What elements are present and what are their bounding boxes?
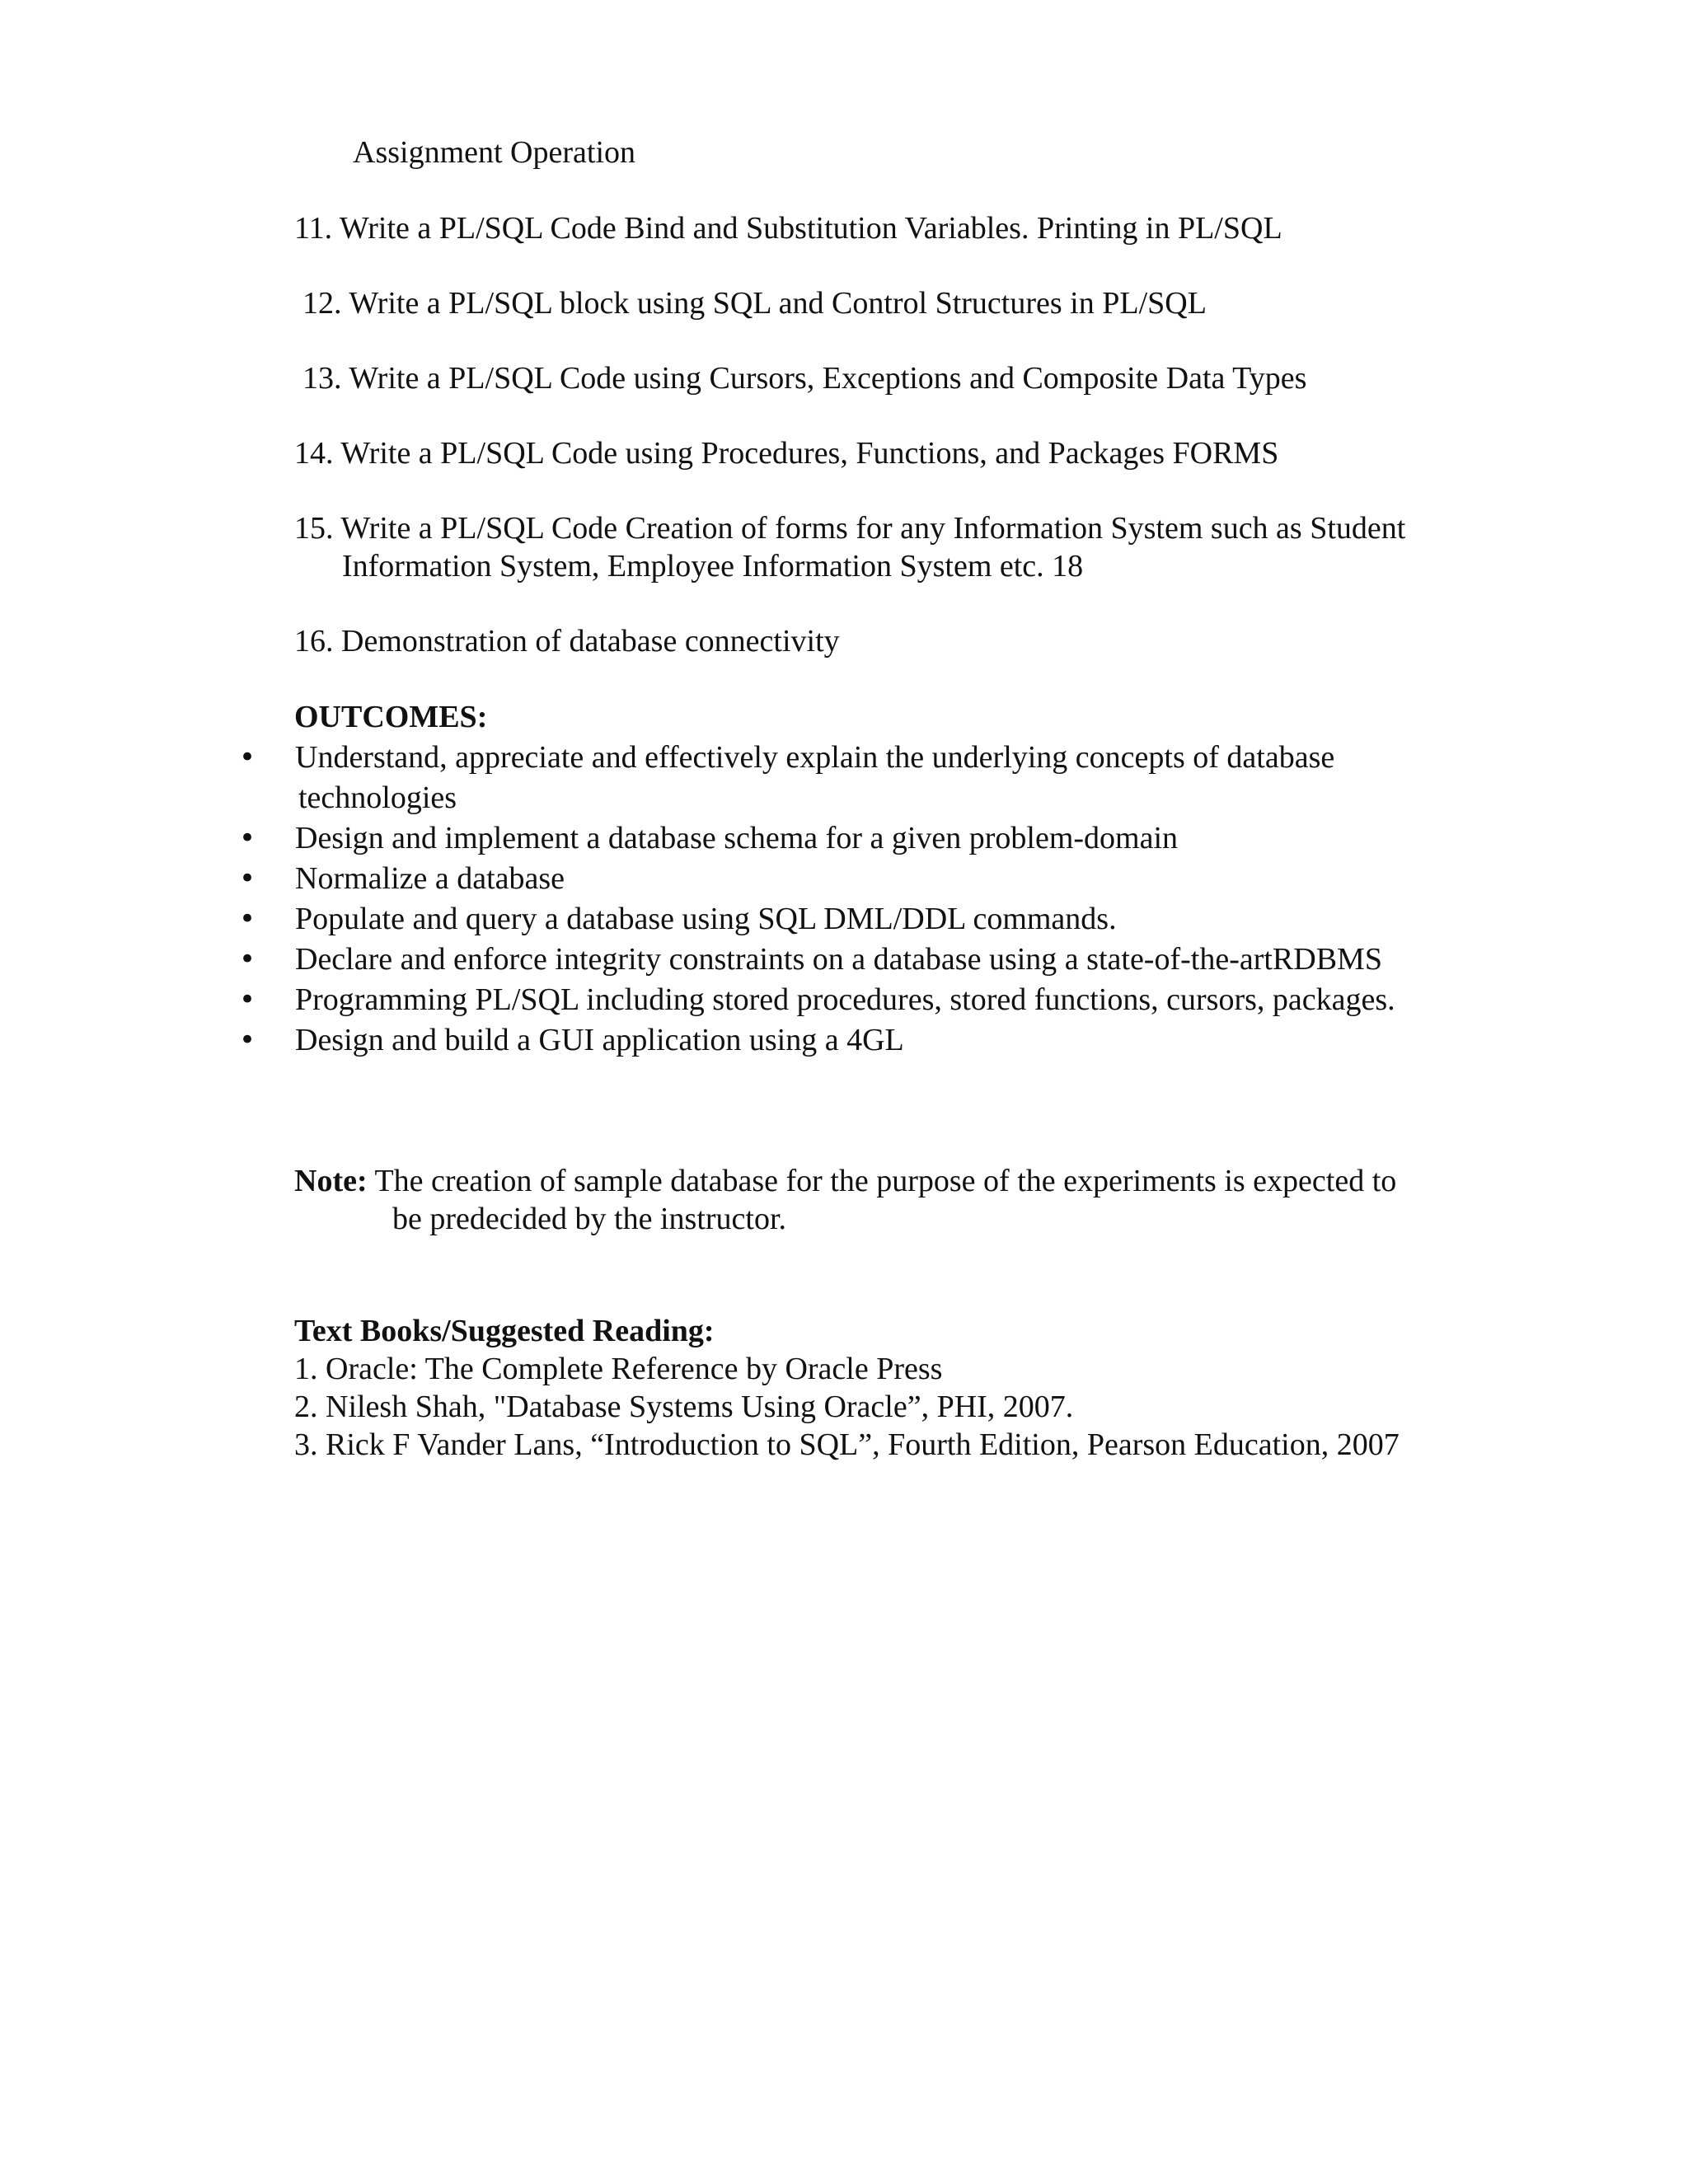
outcome-text: Populate and query a database using SQL DML/DDL commands. bbox=[295, 902, 1117, 936]
reading-item-1: 1. Oracle: The Complete Reference by Oracle Press bbox=[294, 1352, 943, 1386]
outcome-text: Understand, appreciate and effectively explain the underlying concepts of database bbox=[295, 740, 1335, 775]
experiment-item-15 bbox=[294, 509, 1405, 547]
outcome-continuation: technologies bbox=[298, 780, 457, 815]
outcomes-list bbox=[239, 738, 1525, 1061]
outcome-text: Design and build a GUI application using a 4GL bbox=[295, 1023, 904, 1057]
experiment-item-16 bbox=[294, 622, 840, 660]
experiment-text: Write a PL/SQL Code Creation of forms for any Information System such as Student bbox=[340, 511, 1406, 546]
outcome-item bbox=[239, 818, 1525, 859]
experiment-number: 13. bbox=[302, 361, 342, 396]
note-text: The creation of sample database for the purpose of the experiments is expected to bbox=[374, 1164, 1397, 1198]
experiment-text: Write a PL/SQL Code Bind and Substitution Variables. Printing in PL/SQL bbox=[339, 211, 1282, 246]
experiment-item-15-continuation: Information System, Employee Information System etc. 18 bbox=[342, 549, 1084, 583]
experiment-number: 14. bbox=[294, 436, 334, 471]
experiment-text: Write a PL/SQL Code using Procedures, Functions, and Packages FORMS bbox=[340, 436, 1279, 471]
experiment-text: Write a PL/SQL block using SQL and Control Structures in PL/SQL bbox=[349, 286, 1207, 321]
experiment-number: 15. bbox=[294, 511, 334, 546]
experiment-number: 12. bbox=[302, 286, 342, 321]
outcome-item bbox=[239, 738, 1525, 818]
experiment-text: Demonstration of database connectivity bbox=[341, 624, 840, 658]
experiment-text: Write a PL/SQL Code using Cursors, Exceptions and Composite Data Types bbox=[349, 361, 1307, 396]
reading-heading: Text Books/Suggested Reading: bbox=[294, 1314, 715, 1348]
reading-item-2: 2. Nilesh Shah, "Database Systems Using Oracle”, PHI, 2007. bbox=[294, 1390, 1074, 1424]
experiment-item-13 bbox=[302, 359, 1306, 397]
assignment-heading: Assignment Operation bbox=[353, 135, 636, 170]
outcome-item bbox=[239, 980, 1525, 1020]
outcome-item bbox=[239, 1020, 1525, 1061]
experiment-number: 16. bbox=[294, 624, 334, 658]
experiment-item-11 bbox=[294, 209, 1282, 247]
outcome-item bbox=[239, 859, 1525, 899]
note-label: Note: bbox=[294, 1164, 368, 1198]
experiment-item-12 bbox=[302, 284, 1207, 322]
outcomes-heading: OUTCOMES: bbox=[294, 700, 488, 734]
outcome-text: Declare and enforce integrity constraints on a database using a state-of-the-artRDBMS bbox=[295, 942, 1382, 977]
outcome-text: Normalize a database bbox=[295, 861, 565, 896]
outcome-text: Programming PL/SQL including stored procedures, stored functions, cursors, packages. bbox=[295, 982, 1395, 1017]
outcome-item bbox=[239, 899, 1525, 940]
note-continuation: be predecided by the instructor. bbox=[392, 1202, 787, 1236]
outcome-item bbox=[239, 940, 1525, 980]
reading-item-3: 3. Rick F Vander Lans, “Introduction to SQL”, Fourth Edition, Pearson Education, 2007 bbox=[294, 1427, 1400, 1462]
note-paragraph bbox=[294, 1162, 1396, 1200]
outcome-text: Design and implement a database schema for a given problem-domain bbox=[295, 821, 1179, 855]
experiment-item-14 bbox=[294, 434, 1278, 472]
experiment-number: 11. bbox=[294, 211, 333, 246]
